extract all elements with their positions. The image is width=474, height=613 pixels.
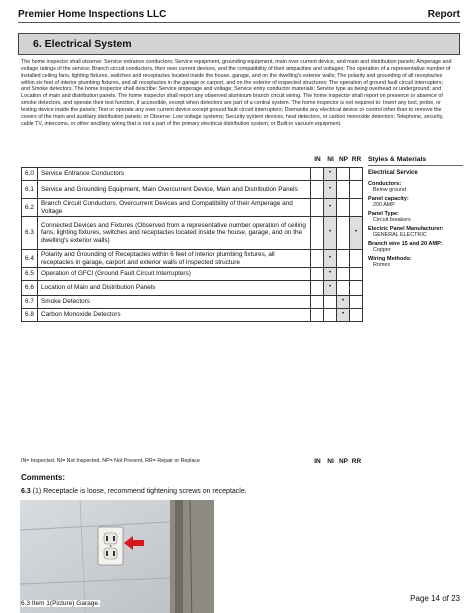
table-row <box>22 309 363 322</box>
col-foot-np: NP <box>338 458 349 465</box>
item-description: Service and Grounding Equipment, Main Overcurrent Device, Main and Distribution Panels <box>37 181 310 199</box>
rating-cell-ni: • <box>324 281 337 296</box>
styles-divider <box>368 165 463 166</box>
receptacle-photo-illustration <box>20 500 214 613</box>
rating-cell-ni: • <box>324 217 337 250</box>
styles-value: Romex <box>373 262 391 268</box>
rating-cell-rr: • <box>350 217 363 250</box>
item-description: Smoke Detectors <box>37 296 310 309</box>
item-number: 6.3 <box>22 217 38 250</box>
col-foot-ni: NI <box>327 458 334 465</box>
rating-column-headers <box>311 156 363 163</box>
item-description: Service Entrance Conductors <box>37 168 310 181</box>
rating-cell-rr <box>350 296 363 309</box>
item-number: 6.1 <box>22 181 38 199</box>
item-number: 6.7 <box>22 296 38 309</box>
item-description: Branch Circuit Conductors, Overcurrent Devices and Compatibility of their Amperage and Voltage <box>37 199 310 217</box>
company-name: Premier Home Inspections LLC <box>18 8 167 20</box>
item-number: 6.4 <box>22 250 38 268</box>
rating-cell-rr <box>350 181 363 199</box>
col-head-rr: RR <box>351 156 362 163</box>
inspection-items-table <box>21 167 363 322</box>
rating-cell-np <box>337 181 350 199</box>
report-label: Report <box>427 8 460 20</box>
rating-cell-rr <box>350 281 363 296</box>
section-title: 6. Electrical System <box>33 38 132 50</box>
col-head-in: IN <box>314 156 321 163</box>
section-title-bar <box>18 33 460 55</box>
item-description: Location of Main and Distribution Panels <box>37 281 310 296</box>
rating-cell-np <box>337 268 350 281</box>
col-head-np: NP <box>338 156 349 163</box>
styles-section-heading: Electrical Service <box>368 170 418 176</box>
inspection-photo <box>20 500 214 613</box>
styles-value: Circuit breakers <box>373 217 411 223</box>
styles-label: Panel capacity: <box>368 196 409 202</box>
table-row <box>22 268 363 281</box>
rating-column-footers <box>311 458 363 465</box>
rating-cell-in <box>311 181 324 199</box>
item-number: 6.0 <box>22 168 38 181</box>
rating-cell-in <box>311 217 324 250</box>
table-row <box>22 217 363 250</box>
comment-text: (1) Receptacle is loose, recommend tightening screws on receptacle. <box>30 488 247 495</box>
item-description: Polarity and Grounding of Receptacles within 6 feet of interior plumbing fixtures, all receptacles in garage, carport and exterior walls of inspected structure <box>37 250 310 268</box>
styles-value: Below ground <box>373 187 406 193</box>
rating-legend: IN= Inspected, NI= Not Inspected, NP= Not Present, RR= Repair or Replace <box>21 458 201 464</box>
rating-cell-rr <box>350 309 363 322</box>
rating-cell-ni <box>324 309 337 322</box>
item-number: 6.5 <box>22 268 38 281</box>
item-number: 6.6 <box>22 281 38 296</box>
rating-cell-in <box>311 281 324 296</box>
rating-cell-np <box>337 281 350 296</box>
rating-cell-ni: • <box>324 199 337 217</box>
item-description: Carbon Monoxide Detectors <box>37 309 310 322</box>
rating-cell-in <box>311 199 324 217</box>
item-description: Operation of GFCI (Ground Fault Circuit Interrupters) <box>37 268 310 281</box>
rating-cell-in <box>311 268 324 281</box>
rating-cell-in <box>311 250 324 268</box>
comment-entry <box>21 488 247 495</box>
item-number: 6.2 <box>22 199 38 217</box>
rating-cell-rr <box>350 168 363 181</box>
table-row <box>22 296 363 309</box>
photo-caption: 6.3 Item 1(Picture) Garage. <box>21 600 100 607</box>
table-row <box>22 168 363 181</box>
styles-value: GENERAL ELECTRIC <box>373 232 427 238</box>
styles-label: Conductors: <box>368 181 402 187</box>
styles-label: Panel Type: <box>368 211 399 217</box>
rating-cell-rr <box>350 250 363 268</box>
rating-cell-in <box>311 168 324 181</box>
item-description: Connected Devices and Fixtures (Observed from a representative number operation of ceiling fans, lighting fixtures, switches and receptacles located inside the house, garage, and on the dwelling's exterior walls) <box>37 217 310 250</box>
rating-cell-np: • <box>337 296 350 309</box>
rating-cell-ni: • <box>324 168 337 181</box>
styles-label: Branch wire 15 and 20 AMP: <box>368 241 443 247</box>
item-number: 6.8 <box>22 309 38 322</box>
rating-cell-ni: • <box>324 250 337 268</box>
comments-heading: Comments: <box>21 473 66 482</box>
rating-cell-np: • <box>337 309 350 322</box>
styles-value: 200 AMP <box>373 202 395 208</box>
rating-cell-rr <box>350 199 363 217</box>
comment-ref: 6.3 <box>21 488 31 495</box>
rating-cell-in <box>311 309 324 322</box>
rating-cell-np <box>337 250 350 268</box>
receptacle-icon <box>98 527 123 565</box>
styles-label: Wiring Methods: <box>368 256 412 262</box>
rating-cell-np <box>337 199 350 217</box>
styles-value: Copper <box>373 247 391 253</box>
section-intro-text: The home inspector shall observe: Service entrance conductors; Service equipment, grounding equipment, main over current device, and main and distribution panels; Amperage and voltage ratings of the service; Branch circuit conductors, their over current devices, and the compatibility of their ampacities and voltages; The operation of a representative number of installed ceiling fans, lighting fixtures, switches and receptacles located inside the house, garage, and on the dwelling's exterior walls; The polarity and grounding of all receptacles within six feet of interior plumbing fixtures, and all receptacles in the garage or carport, and on the exterior of inspected structures; The operation of ground fault circuit interrupters; and Smoke detectors. The home inspector shall describe: Service amperage and voltage; Service entry conductor materials; Service type as being overhead or underground; and Location of main and distribution panels. The home inspector shall report any observed aluminum branch circuit wiring. The home inspector shall report on presence or absence of smoke detectors, and operate their test function, if accessible, except when detectors are part of a central system. The home inspector is not required to: Insert any tool, probe, or testing device inside the panels; Test or operate any over current device except ground fault circuit interrupters; Dismantle any electrical device or control other than to remove the covers of the main and auxiliary distribution panels; or Observe: Low voltage systems; Security system devices, heat detectors, or carbon monoxide detectors; Telephone, security, cable TV, intercoms, or other ancillary wiring that is not a part of the primary electrical distribution system; or Built-in vacuum equipment. <box>21 59 452 127</box>
rating-cell-ni: • <box>324 181 337 199</box>
rating-cell-ni: • <box>324 268 337 281</box>
styles-title: Styles & Materials <box>368 156 427 163</box>
page-number: Page 14 of 23 <box>406 594 460 603</box>
table-row <box>22 250 363 268</box>
rating-cell-np <box>337 168 350 181</box>
col-foot-in: IN <box>314 458 321 465</box>
rating-cell-ni <box>324 296 337 309</box>
rating-cell-rr <box>350 268 363 281</box>
header-divider <box>18 22 460 23</box>
styles-materials-panel <box>368 156 463 271</box>
rating-cell-np <box>337 217 350 250</box>
col-foot-rr: RR <box>351 458 362 465</box>
rating-cell-in <box>311 296 324 309</box>
report-header <box>18 6 460 22</box>
col-head-ni: NI <box>327 156 334 163</box>
table-row <box>22 281 363 296</box>
table-row <box>22 181 363 199</box>
table-row <box>22 199 363 217</box>
styles-label: Electric Panel Manufacturer: <box>368 226 444 232</box>
